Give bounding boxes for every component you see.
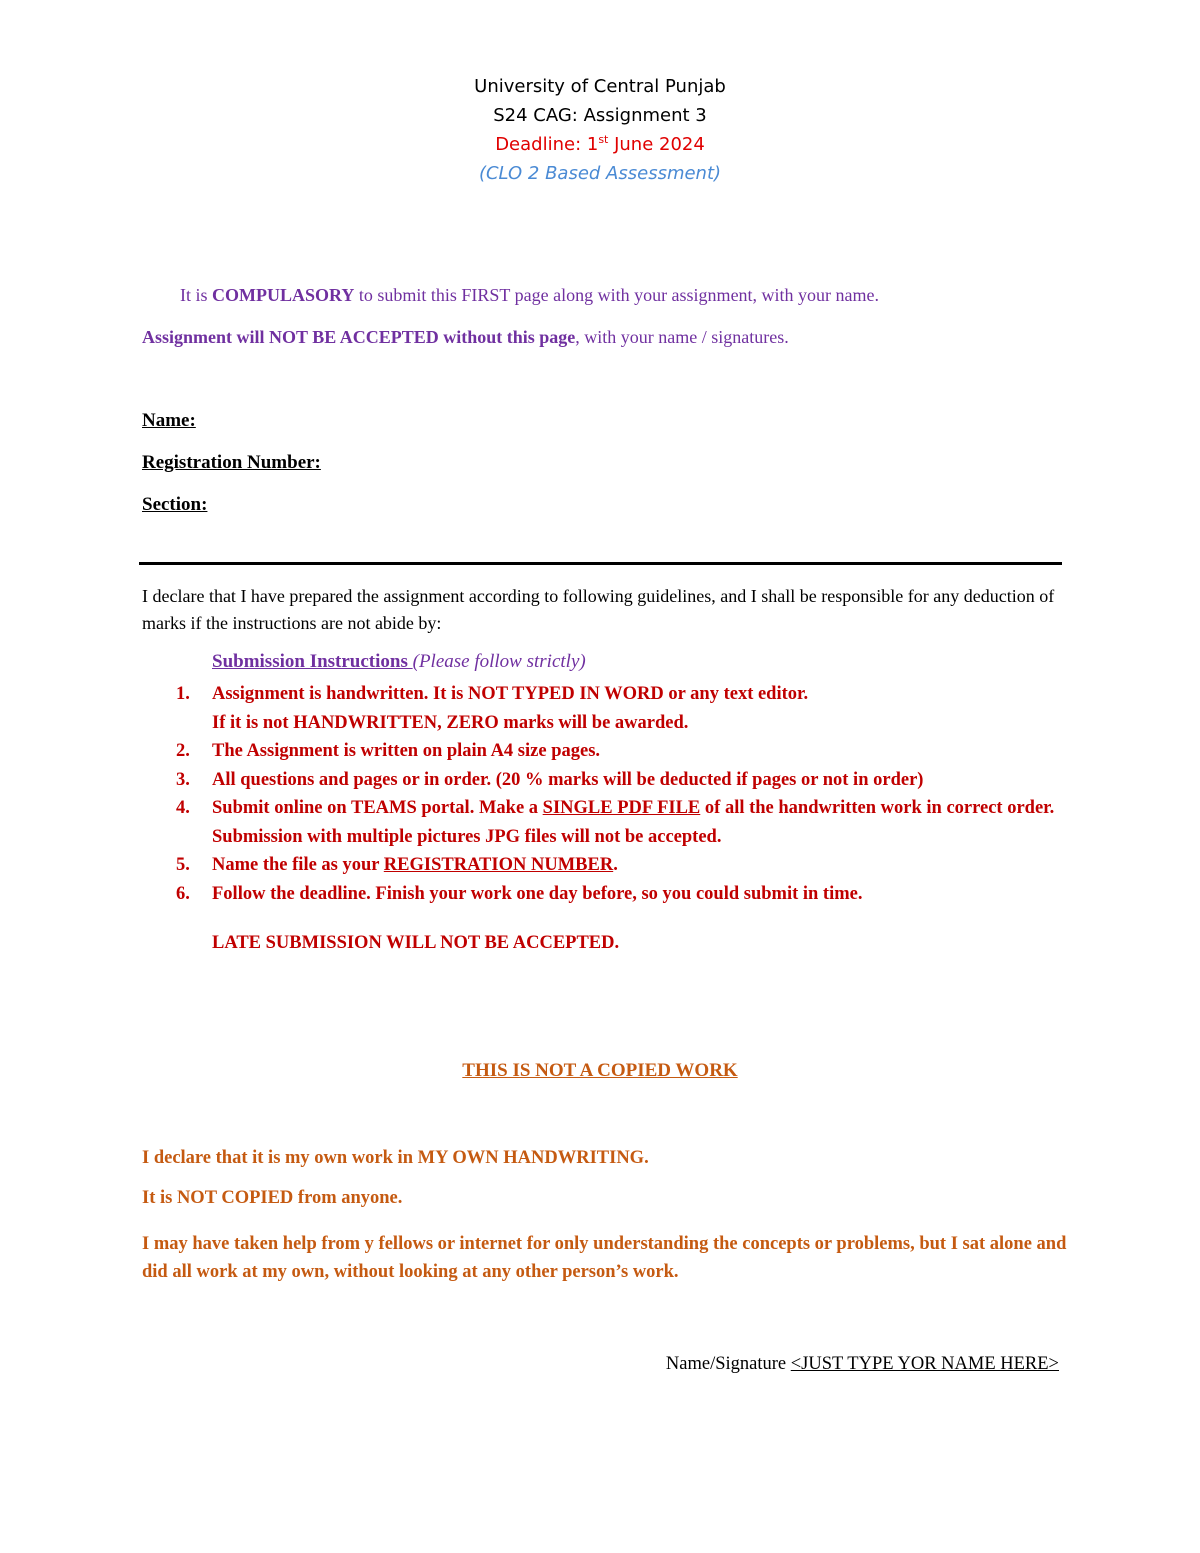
compulsory-notice-b: COMPULASORY (212, 285, 355, 305)
instruction-item (142, 737, 1082, 766)
instruction-text: Assignment is handwritten. It is NOT TYPED IN WORD or any text editor. (212, 684, 809, 704)
instruction-text-2: If it is not HANDWRITTEN, ZERO marks will be awarded. (212, 712, 689, 733)
instruction-number: 1. (176, 684, 190, 704)
instruction-emphasis: REGISTRATION NUMBER (383, 855, 614, 875)
deadline-ordinal: st (598, 133, 609, 146)
instruction-text: All questions and pages or in order. (20 % marks will be deducted if pages or not in order) (212, 769, 924, 790)
instruction-item (142, 794, 1082, 851)
not-accepted-notice-b: , with your name / signatures. (575, 327, 789, 347)
instruction-text: Name the file as your (212, 855, 384, 875)
divider (139, 562, 1062, 565)
not-accepted-notice (142, 325, 789, 349)
instructions-list (142, 680, 1082, 908)
originality-line-1: I declare that it is my own work in MY OWN HANDWRITING. (142, 1148, 649, 1168)
submission-instructions-title (212, 651, 586, 673)
instruction-text: The Assignment is written on plain A4 size pages. (212, 741, 601, 761)
compulsory-notice-a: It is (180, 285, 213, 305)
signature-label: Name/Signature (665, 1354, 791, 1374)
originality-line-3: I may have taken help from y fellows or internet for only understanding the concepts or problems, but I sat alone and did all work at my own, without looking at any other person’s work. (142, 1234, 1067, 1282)
name-field-label: Name: (142, 410, 196, 431)
declaration-text: I declare that I have prepared the assignment according to following guidelines, and I shall be responsible for any deduction of marks if the instructions are not abide by: (142, 586, 1055, 633)
instruction-item (142, 851, 1082, 880)
instruction-number: 3. (176, 769, 190, 790)
instruction-number: 4. (176, 798, 190, 818)
instruction-text-2: . (613, 855, 618, 875)
signature-placeholder[interactable]: <JUST TYPE YOR NAME HERE> (790, 1354, 1059, 1374)
deadline (0, 130, 1200, 159)
instruction-emphasis: SINGLE PDF FILE (542, 798, 701, 818)
instruction-text: Submit online on TEAMS portal. Make a (212, 798, 543, 818)
late-submission-notice: LATE SUBMISSION WILL NOT BE ACCEPTED. (212, 933, 620, 953)
instruction-text: Follow the deadline. Finish your work one day before, so you could submit in time. (212, 883, 863, 904)
not-accepted-notice-a: Assignment will NOT BE ACCEPTED without this page (142, 327, 576, 347)
clo-label: (CLO 2 Based Assessment) (478, 163, 722, 184)
instruction-item (142, 680, 1082, 737)
originality-line-2: It is NOT COPIED from anyone. (142, 1188, 403, 1208)
section-field-label: Section: (142, 494, 208, 515)
submission-title: Submission Instructions (212, 651, 413, 672)
originality-title: THIS IS NOT A COPIED WORK (462, 1060, 738, 1081)
university-name: University of Central Punjab (474, 76, 726, 97)
instruction-number: 6. (176, 883, 190, 904)
instruction-number: 5. (176, 855, 190, 875)
deadline-suffix: June 2024 (608, 134, 705, 155)
assignment-title: S24 CAG: Assignment 3 (493, 105, 707, 126)
compulsory-notice (180, 283, 879, 307)
instruction-text-2: of all the handwritten work in correct order. Submission with multiple pictures JPG files will not be accepted. (212, 798, 1055, 847)
signature-line (666, 1354, 1059, 1375)
compulsory-notice-c: to submit this FIRST page along with your assignment, with your name. (354, 285, 880, 305)
submission-note: (Please follow strictly) (412, 651, 586, 672)
instruction-item (142, 880, 1082, 909)
instruction-number: 2. (176, 741, 190, 761)
deadline-prefix: Deadline: 1 (495, 134, 599, 155)
registration-field-label: Registration Number: (142, 452, 321, 473)
instruction-item (142, 766, 1082, 795)
